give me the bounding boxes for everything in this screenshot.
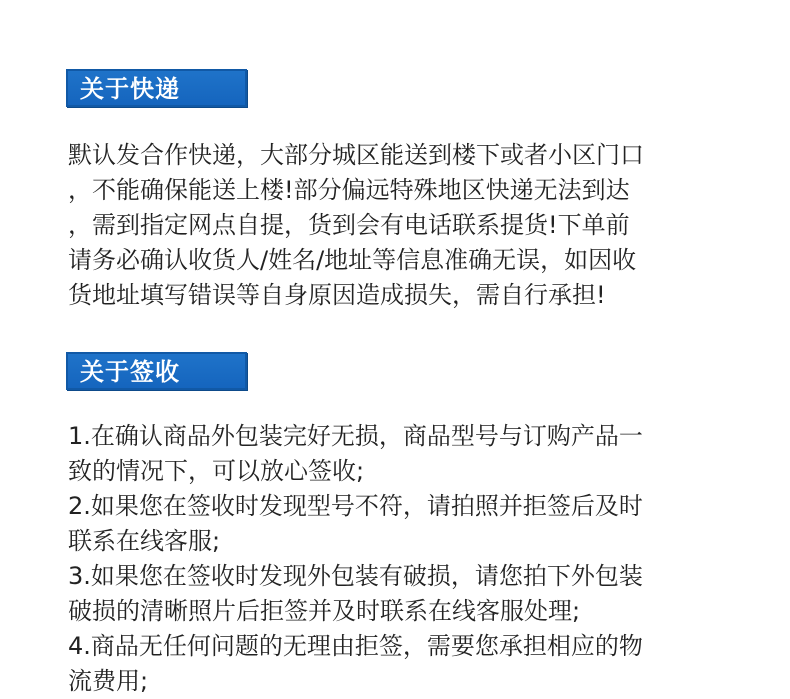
paragraph-line: 破损的清晰照片后拒签并及时联系在线客服处理; [68,597,581,625]
section-title-signing: 关于签收 [80,358,180,386]
paragraph-line: 联系在线客服; [68,527,221,555]
express-paragraph [68,138,768,313]
paragraph-line: 4.商品无任何问题的无理由拒签，需要您承担相应的物 [68,632,643,660]
paragraph-line: 请务必确认收货人/姓名/地址等信息准确无误，如因收 [68,246,637,274]
paragraph-line: 货地址填写错误等自身原因造成损失，需自行承担! [68,281,606,309]
paragraph-line: 2.如果您在签收时发现型号不符，请拍照并拒签后及时 [68,492,643,520]
signing-paragraph [68,419,768,699]
section-header-express [66,69,247,107]
section-header-signing [66,352,247,390]
paragraph-line: 1.在确认商品外包装完好无损，商品型号与订购产品一 [68,422,643,450]
paragraph-line: 默认发合作快递，大部分城区能送到楼下或者小区门口 [68,141,644,169]
paragraph-line: 流费用; [68,667,149,695]
paragraph-line: 致的情况下，可以放心签收; [68,457,365,485]
paragraph-line: ，不能确保能送上楼!部分偏远特殊地区快递无法到达 [68,176,630,204]
paragraph-line: 3.如果您在签收时发现外包装有破损，请您拍下外包装 [68,562,643,590]
paragraph-line: ，需到指定网点自提，货到会有电话联系提货!下单前 [68,211,630,239]
section-title-express: 关于快递 [80,75,180,103]
